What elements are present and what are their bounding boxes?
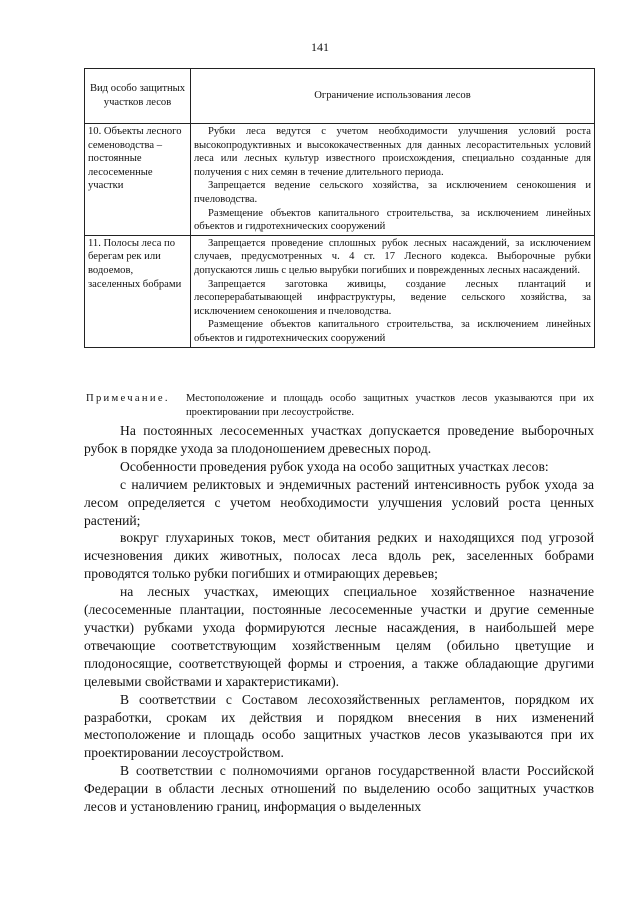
body-paragraph: с наличием реликтовых и эндемичных растений интенсивность рубок ухода за лесом определяется с учетом необходимости улучшения условий роста ценных растений; [84, 476, 594, 528]
header-area-type: Вид особо защитных участков лесов [85, 69, 191, 124]
restrictions-table [84, 68, 595, 348]
note-label: Примечание. [86, 393, 170, 404]
area-type-cell: 10. Объекты лесного семеноводства – постоянные лесосеменные участки [85, 124, 191, 236]
body-text [84, 422, 594, 816]
body-paragraph: Особенности проведения рубок ухода на особо защитных участках лесов: [120, 458, 549, 474]
body-paragraph: На постоянных лесосеменных участках допускается проведение выборочных рубок в порядке ухода за плодоношением древесных пород. [84, 423, 594, 456]
body-paragraph: вокруг глухариных токов, мест обитания редких и находящихся под угрозой исчезновения диких животных, полосах леса вдоль рек, заселенных бобрами проводятся только рубки погибших и отмирающих деревьев; [84, 530, 594, 582]
restriction-paragraph: Размещение объектов капитального строительства, за исключением линейных объектов и гидротехнических сооружений [194, 207, 591, 233]
restriction-cell [191, 235, 595, 347]
page-number: 141 [311, 40, 329, 54]
restriction-paragraph: Запрещается заготовка живицы, создание лесных плантаций и лесоперерабатывающей инфраструктуры, ведение сельского хозяйства, за исключением сенокошения и пчеловодства. [194, 278, 591, 317]
restriction-paragraph: Размещение объектов капитального строительства, за исключением линейных объектов и гидротехнических сооружений [194, 319, 591, 344]
restriction-paragraph: Рубки леса ведутся с учетом необходимости улучшения условий роста высокопродуктивных и высококачественных для данных лесорастительных условий леса или лесных культур известного происхождения, специально созданные для получения с них семян в течение длительного периода. [194, 126, 591, 178]
table-row [85, 124, 595, 236]
body-paragraph: на лесных участках, имеющих специальное хозяйственное назначение (лесосеменные плантации, постоянные лесосеменные участки и другие семенные участки) рубками ухода формируются лесные насаждения, в наибольшей мере отвечающие соответствующим хозяйственным целям (обильно цветущие и плодоносящие, соответствующей формы и строения, а также обладающие другими целевыми свойствами и характеристиками). [84, 584, 594, 689]
table-row [85, 235, 595, 347]
restriction-cell [191, 124, 595, 236]
area-type-cell: 11. Полосы леса по берегам рек или водоемов, заселенных бобрами [85, 235, 191, 347]
note-text: Местоположение и площадь особо защитных участков лесов указываются при их проектировании при лесоустройстве. [186, 393, 594, 418]
header-restriction: Ограничение использования лесов [191, 69, 595, 124]
body-paragraph: В соответствии с полномочиями органов государственной власти Российской Федерации в области лесных отношений по выделению особо защитных участков лесов и установлению границ, информация о выделенных [84, 763, 594, 815]
body-paragraph: В соответствии с Составом лесохозяйственных регламентов, порядком их разработки, срокам их действия и порядком внесения в них изменений местоположение и площадь особо защитных участков лесов указываются при их проектировании лесоустройством. [84, 691, 594, 761]
table-header-row [85, 69, 595, 124]
restriction-paragraph: Запрещается ведение сельского хозяйства, за исключением сенокошения и пчеловодства. [194, 180, 591, 205]
table-note [86, 392, 594, 419]
restriction-paragraph: Запрещается проведение сплошных рубок лесных насаждений, за исключением случаев, предусмотренных ч. 4 ст. 17 Лесного кодекса. Выборочные рубки допускаются лишь с целью вырубки погибших и поврежденных лесных насаждений. [194, 237, 591, 276]
